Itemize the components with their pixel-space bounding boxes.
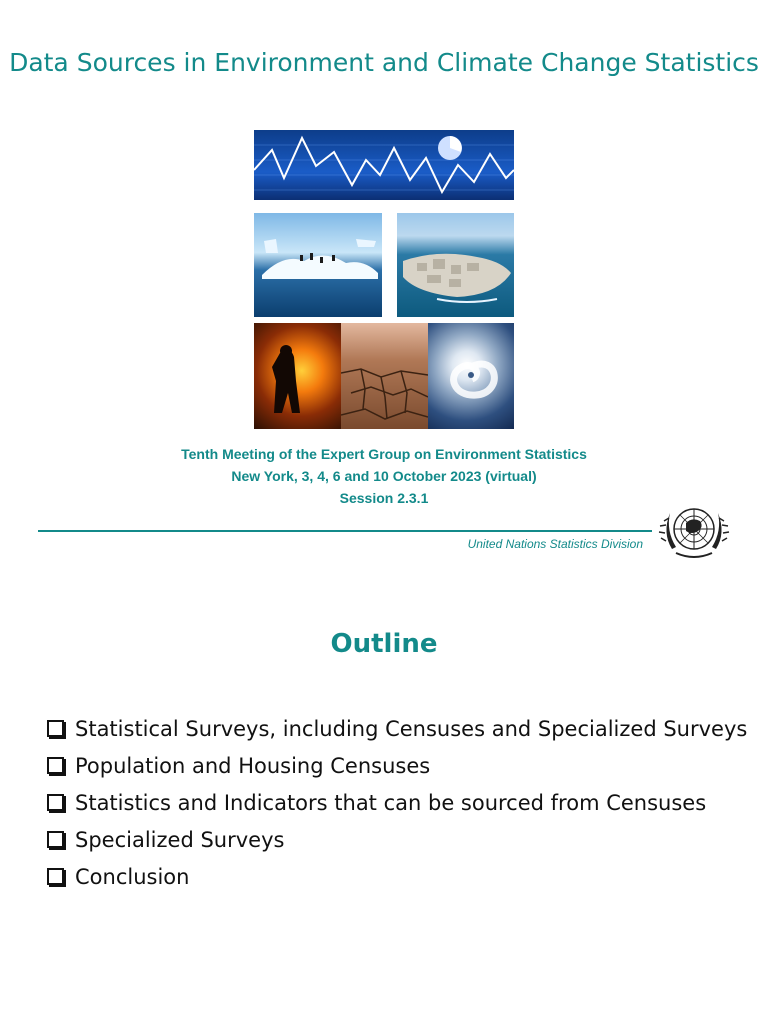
iceberg-penguins-image bbox=[254, 213, 382, 317]
outline-list bbox=[47, 710, 747, 895]
list-item bbox=[47, 858, 747, 895]
outline-title: Outline bbox=[330, 629, 438, 659]
checkbox-icon bbox=[47, 831, 64, 848]
checkbox-icon bbox=[47, 868, 64, 885]
list-item bbox=[47, 821, 747, 858]
list-item-label: Statistical Surveys, including Censuses and Specialized Surveys bbox=[75, 716, 748, 741]
hurricane-satellite-image bbox=[428, 323, 514, 429]
finance-chart-image bbox=[254, 130, 514, 200]
list-item-label: Specialized Surveys bbox=[75, 827, 285, 852]
list-item bbox=[47, 784, 747, 821]
meeting-name: Tenth Meeting of the Expert Group on Environment Statistics bbox=[181, 446, 587, 462]
list-item bbox=[47, 710, 747, 747]
slide-title: Data Sources in Environment and Climate Change Statistics bbox=[9, 48, 759, 77]
list-item-label: Conclusion bbox=[75, 864, 190, 889]
checkbox-icon bbox=[47, 720, 64, 737]
list-item-label: Population and Housing Censuses bbox=[75, 753, 431, 778]
session-number: Session 2.3.1 bbox=[339, 490, 429, 506]
checkbox-icon bbox=[47, 794, 64, 811]
meeting-date-location: New York, 3, 4, 6 and 10 October 2023 (virtual) bbox=[231, 468, 537, 484]
coastal-city-image bbox=[397, 213, 514, 317]
list-item bbox=[47, 747, 747, 784]
organization-name: United Nations Statistics Division bbox=[467, 537, 643, 551]
outline-slide bbox=[0, 512, 768, 1024]
cracked-earth-image bbox=[341, 323, 428, 429]
checkbox-icon bbox=[47, 757, 64, 774]
wildfire-firefighter-image bbox=[254, 323, 341, 429]
list-item-label: Statistics and Indicators that can be sourced from Censuses bbox=[75, 790, 707, 815]
